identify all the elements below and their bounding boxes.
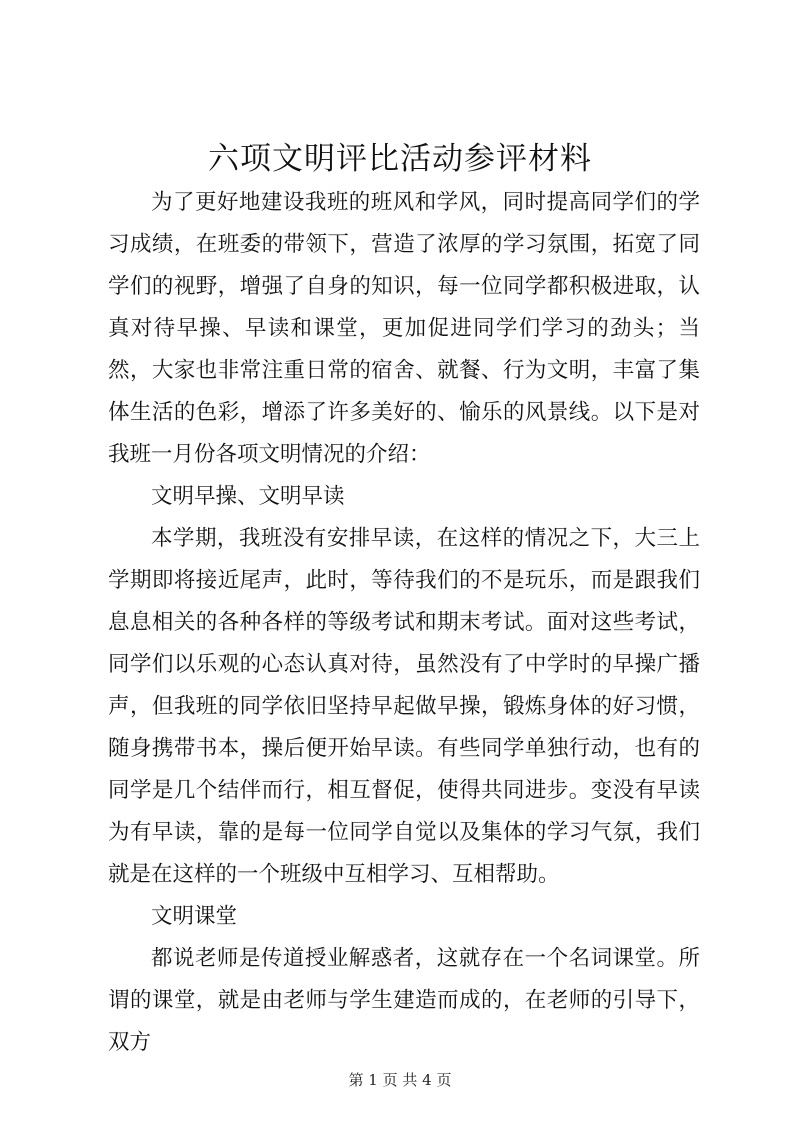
page-footer: 第 1 页 共 4 页 bbox=[348, 1071, 452, 1089]
document-body bbox=[108, 182, 700, 1064]
section-heading-classroom: 文明课堂 bbox=[151, 904, 238, 929]
document-title: 六项文明评比活动参评材料 bbox=[208, 141, 592, 177]
paragraph-morning: 本学期，我班没有安排早读，在这样的情况之下，大三上学期即将接近尾声，此时，等待我们的不是玩乐，而是跟我们息息相关的各种各样的等级考试和期末考试。面对这些考试，同学们以乐观的心态认真对待，虽然没有了中学时的早操广播声，但我班的同学依旧坚持早起做早操，锻炼身体的好习惯，随身携带书本，操后便开始早读。有些同学单独行动，也有的同学是几个结伴而行，相互督促，使得共同进步。变没有早读为有早读，靠的是每一位同学自觉以及集体的学习气氛，我们就是在这样的一个班级中互相学习、互相帮助。 bbox=[108, 526, 700, 887]
paragraph-intro: 为了更好地建设我班的班风和学风，同时提高同学们的学习成绩，在班委的带领下，营造了浓厚的学习氛围，拓宽了同学们的视野，增强了自身的知识，每一位同学都积极进取，认真对待早操、早读和课堂，更加促进同学们学习的劲头；当然，大家也非常注重日常的宿舍、就餐、行为文明，丰富了集体生活的色彩，增添了许多美好的、愉乐的风景线。以下是对我班一月份各项文明情况的介绍： bbox=[108, 190, 700, 467]
paragraph-classroom: 都说老师是传道授业解惑者，这就存在一个名词课堂。所谓的课堂，就是由老师与学生建造而成的，在老师的引导下，双方 bbox=[108, 946, 700, 1055]
section-heading-morning: 文明早操、文明早读 bbox=[151, 484, 345, 509]
